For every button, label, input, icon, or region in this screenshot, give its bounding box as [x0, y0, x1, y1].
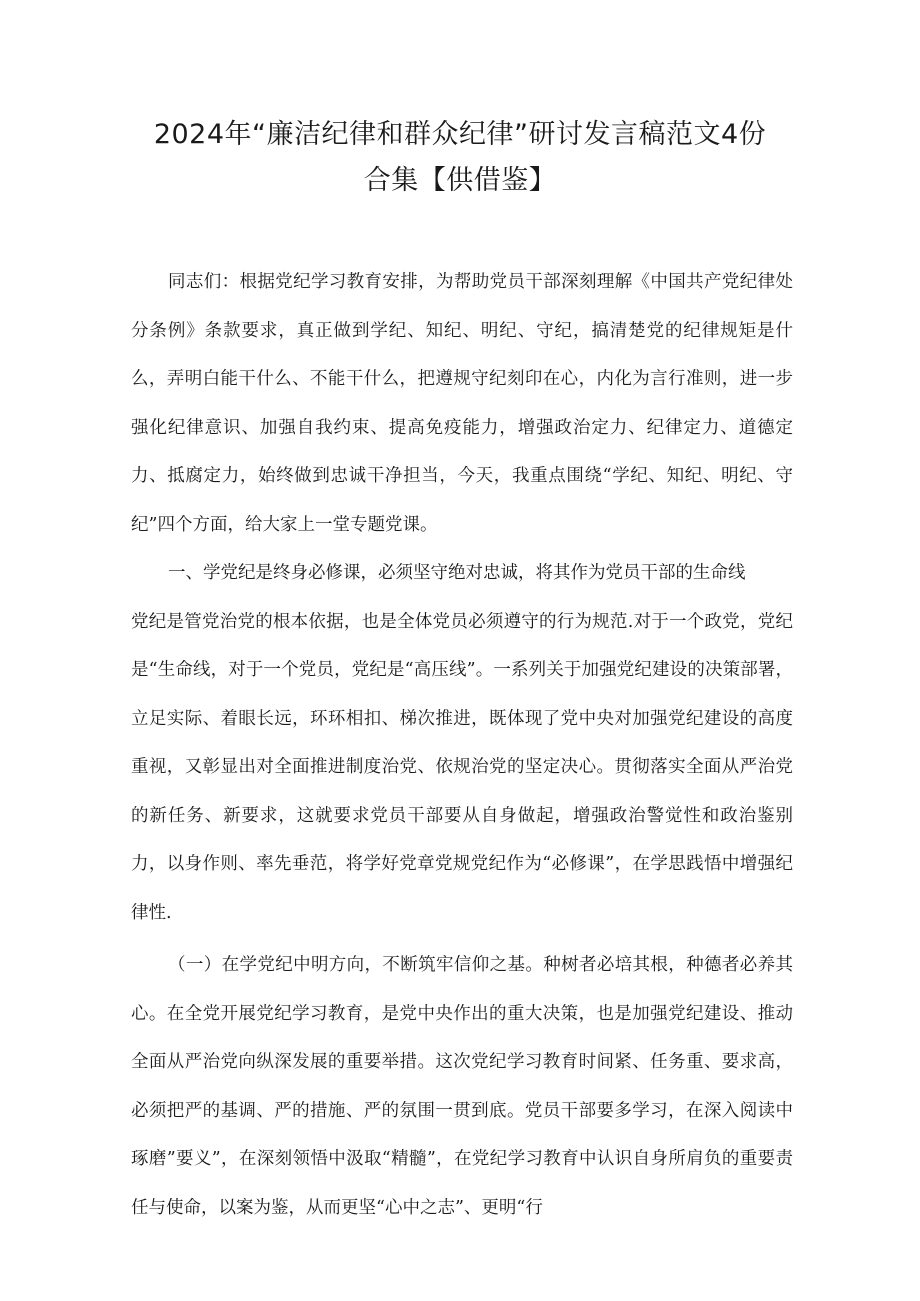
title-line-2: 合集【供借鉴】 — [363, 165, 557, 196]
paragraph-opening: 同志们：根据党纪学习教育安排，为帮助党员干部深刻理解《中国共产党纪律处分条例》条款要求，真正做到学纪、知纪、明纪、守纪，搞清楚党的纪律规矩是什么，弄明白能干什么、不能干什么，把遵规守纪刻印在心，内化为言行准则，进一步强化纪律意识、加强自我约束、提高免疫能力，增强政治定力、纪律定力、道德定力、抵腐定力，始终做到忠诚干净担当，今天，我重点围绕“学纪、知纪、明纪、守纪”四个方面，给大家上一堂专题党课。 — [131, 272, 793, 535]
document-title — [100, 112, 820, 204]
section-heading-1: 一、学党纪是终身必修课，必须坚守绝对忠诚，将其作为党员干部的生命线 — [168, 563, 746, 583]
document-body — [131, 258, 793, 1232]
paragraph-subsection-1: （一）在学党纪中明方向，不断筑牢信仰之基。种树者必培其根，种德者必养其心。在全党开展党纪学习教育，是党中央作出的重大决策，也是加强党纪建设、推动全面从严治党向纵深发展的重要举措。这次党纪学习教育时间紧、任务重、要求高，必须把严的基调、严的措施、严的氛围一贯到底。党员干部要多学习，在深入阅读中琢磨”要义”，在深刻领悟中汲取“精髓”，在党纪学习教育中认识自身所肩负的重要责任与使命，以案为鉴，从而更坚“心中之志”、更明“行 — [131, 955, 793, 1218]
title-line-1: 2024年“廉洁纪律和群众纪律”研讨发言稿范文4份 — [153, 119, 767, 150]
paragraph-section-1: 党纪是管党治党的根本依据，也是全体党员必须遵守的行为规范.对于一个政党，党纪是“生命线，对于一个党员，党纪是“高压线”。一系列关于加强党纪建设的决策部署，立足实际、着眼长远，环环相扣、梯次推进，既体现了党中央对加强党纪建设的高度重视，又彰显出对全面推进制度治党、依规治党的坚定决心。贯彻落实全面从严治党的新任务、新要求，这就要求党员干部要从自身做起，增强政治警觉性和政治鉴别力，以身作则、率先垂范，将学好党章党规党纪作为“必修课”，在学思践悟中增强纪律性. — [131, 611, 793, 923]
